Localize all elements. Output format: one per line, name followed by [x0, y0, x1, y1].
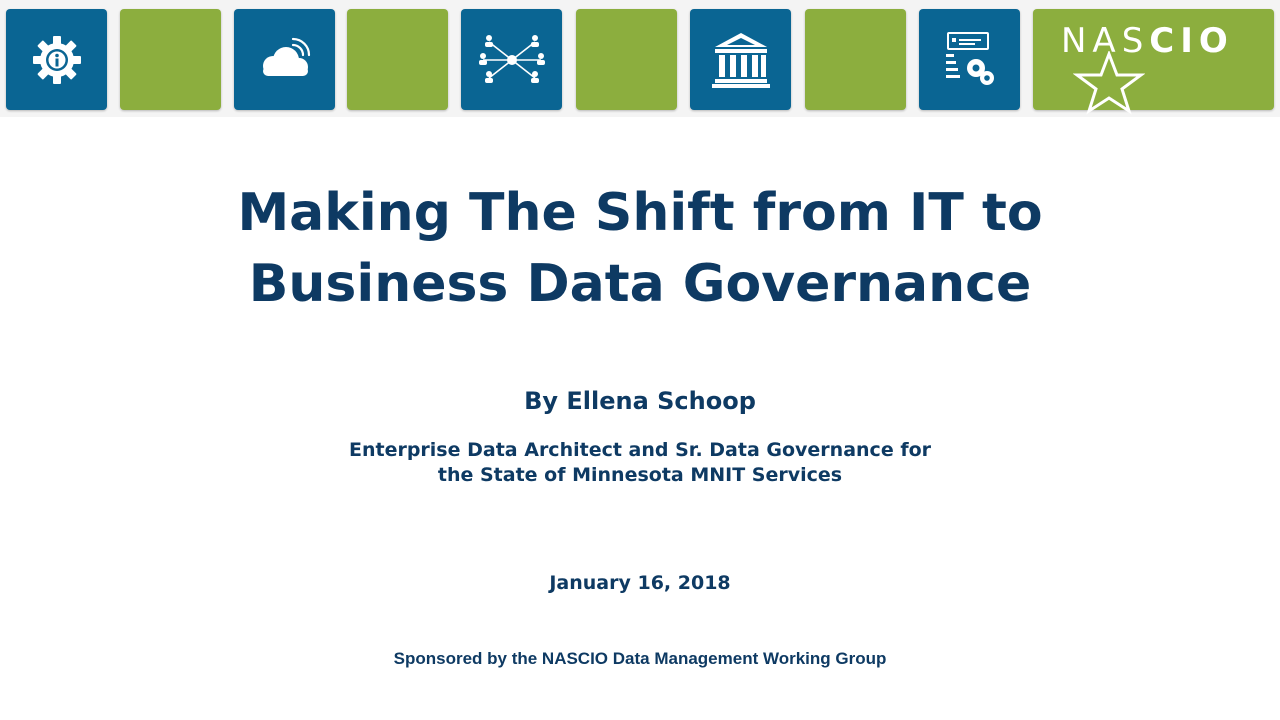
- slide-title: [0, 178, 1280, 320]
- banner-tile-green-4: [805, 9, 906, 110]
- slide-title-line-1: Making The Shift from IT to: [237, 183, 1043, 243]
- banner-tile-info: [6, 9, 107, 110]
- nascio-logo: [1033, 9, 1274, 110]
- header-banner: [0, 0, 1280, 117]
- author-name: By Ellena Schoop: [524, 387, 756, 415]
- sponsor-line: Sponsored by the NASCIO Data Management Working Group: [393, 649, 887, 668]
- network-people-icon: [477, 32, 547, 88]
- banner-tile-green-3: [576, 9, 677, 110]
- cloud-wifi-icon: [253, 36, 317, 84]
- info-gear-icon: [29, 32, 85, 88]
- banner-tile-green-1: [120, 9, 221, 110]
- banner-tile-green-2: [347, 9, 448, 110]
- affiliation-line-2: the State of Minnesota MNIT Services: [437, 464, 843, 486]
- banner-tile-network: [461, 9, 562, 110]
- presentation-date: January 16, 2018: [549, 572, 731, 594]
- star-icon: [1073, 51, 1145, 115]
- banner-tile-data: [919, 9, 1020, 110]
- banner-tile-building: [690, 9, 791, 110]
- affiliation-line-1: Enterprise Data Architect and Sr. Data Governance for: [348, 439, 932, 461]
- author-affiliation: [0, 438, 1280, 488]
- logo-text-thin: NAS: [1061, 21, 1150, 61]
- logo-text-bold: CIO: [1149, 21, 1234, 61]
- data-gears-icon: [942, 30, 998, 90]
- slide-title-line-2: Business Data Governance: [248, 254, 1032, 314]
- banner-tile-cloud: [234, 9, 335, 110]
- government-building-icon: [711, 31, 771, 89]
